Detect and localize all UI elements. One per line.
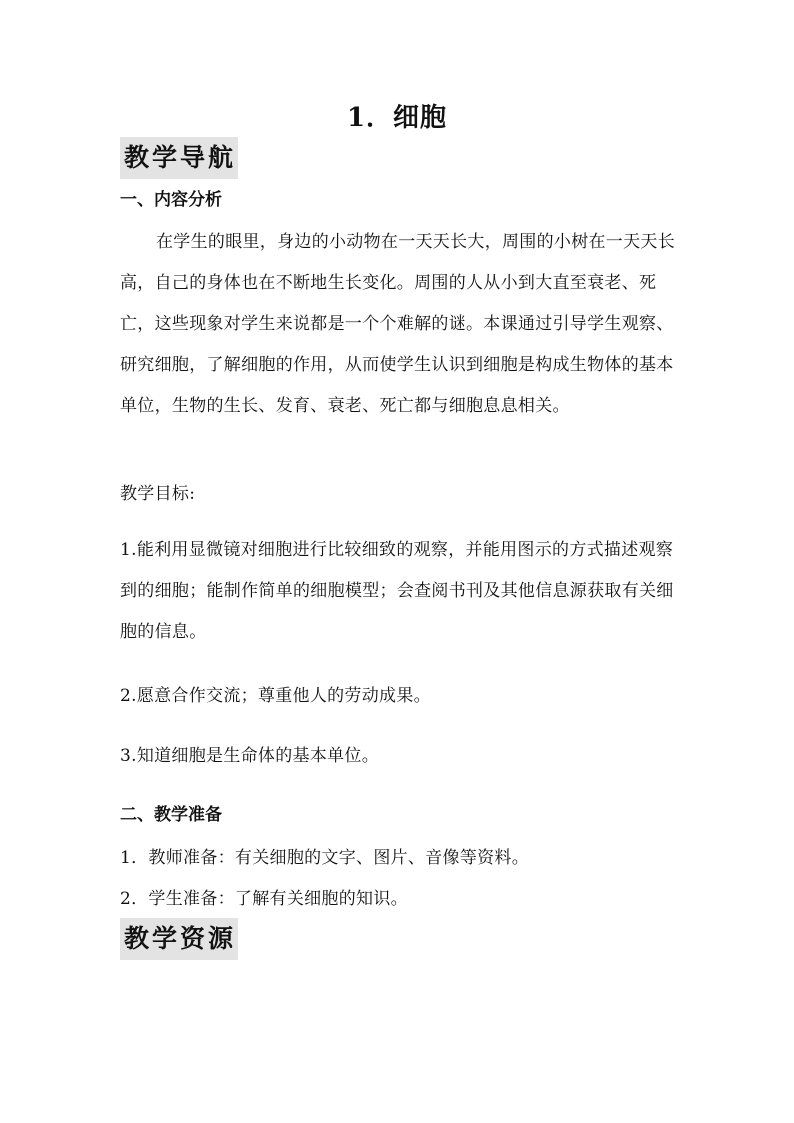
section-banner-teaching-guide: 教学导航 bbox=[120, 137, 238, 179]
section-banner-teaching-resources: 教学资源 bbox=[120, 918, 238, 960]
preparation-item-teacher: 1．教师准备：有关细胞的文字、图片、音像等资料。 bbox=[120, 848, 530, 868]
content-analysis-paragraph: 在学生的眼里，身边的小动物在一天天长大，周围的小树在一天天长高，自己的身体也在不断地生长变化。周围的人从小到大直至衰老、死亡，这些现象对学生来说都是一个个难解的谜。本课通过引导学生观察、研究细胞，了解细胞的作用，从而使学生认识到细胞是构成生物体的基本单位，生物的生长、发育、衰老、死亡都与细胞息息相关。 bbox=[120, 232, 675, 416]
teaching-goal-2: 2.愿意合作交流；尊重他人的劳动成果。 bbox=[120, 686, 431, 706]
content-analysis-heading: 一、内容分析 bbox=[120, 190, 222, 210]
preparation-heading: 二、教学准备 bbox=[120, 805, 222, 825]
teaching-goal-3: 3.知道细胞是生命体的基本单位。 bbox=[120, 746, 380, 766]
teaching-goal-1: 1.能利用显微镜对细胞进行比较细致的观察，并能用图示的方式描述观察到的细胞；能制作简单的细胞模型；会查阅书刊及其他信息源获取有关细胞的信息。 bbox=[120, 540, 674, 642]
page-title: 1．细胞 bbox=[346, 103, 448, 133]
preparation-item-student: 2．学生准备：了解有关细胞的知识。 bbox=[120, 889, 408, 909]
teaching-goals-label: 教学目标: bbox=[120, 484, 196, 504]
